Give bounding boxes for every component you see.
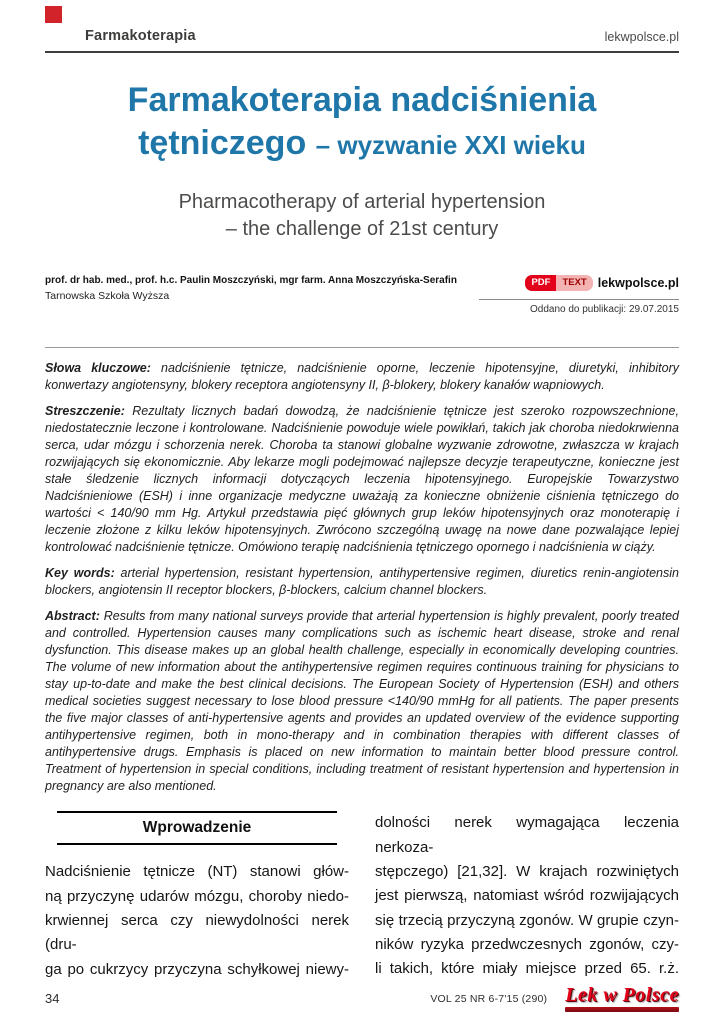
section-title: Farmakoterapia <box>85 28 196 44</box>
byline-right <box>479 275 679 314</box>
two-column-body <box>45 811 679 981</box>
header-row <box>45 28 679 53</box>
article-title <box>0 79 724 165</box>
article-title-line2-sub: – wyzwanie XXI wieku <box>315 130 586 161</box>
submission-date: Oddano do publikacji: 29.07.2015 <box>479 299 679 315</box>
issue-info: VOL 25 NR 6-7'15 (290) <box>430 992 548 1005</box>
keywords-en-label: Key words: <box>45 566 115 581</box>
article-subtitle-line1: Pharmacotherapy of arterial hypertension <box>178 191 546 214</box>
text-line: dolności nerek wymagająca leczenia nerkoza- <box>375 814 679 856</box>
logo-text: Lek w Polsce <box>565 984 679 1006</box>
page-header <box>0 0 724 53</box>
text-line: ników ryzyka przedwczesnych zgonów, czy- <box>375 935 679 953</box>
byline-site-link[interactable]: lekwpolsce.pl <box>597 276 679 291</box>
logo-strip <box>565 1007 679 1012</box>
abstract-en <box>45 608 679 795</box>
article-subtitle-line2: – the challenge of 21st century <box>225 218 499 241</box>
summary-pl <box>45 403 679 556</box>
keywords-pl-label: Słowa kluczowe: <box>45 361 151 376</box>
text-line: jest pierwszą, natomiast wśród rozwijających <box>375 887 679 905</box>
text-line: ną przyczynę udarów mózgu, choroby niedo- <box>45 887 349 905</box>
affiliation: Tarnowska Szkoła Wyższa <box>45 290 170 303</box>
text-line: li takich, które miały miejsce przed 65. r.ż. <box>375 960 679 978</box>
keywords-pl <box>45 360 679 394</box>
authors: prof. dr hab. med., prof. h.c. Paulin Moszczyński, mgr farm. Anna Moszczyńska-Serafin <box>45 275 457 287</box>
pdf-badge[interactable]: PDF <box>525 275 556 290</box>
abstract-en-label: Abstract: <box>45 609 100 624</box>
article-title-line2 <box>0 122 724 165</box>
byline <box>45 275 679 331</box>
text-line: Nadciśnienie tętnicze (NT) stanowi głów- <box>45 863 349 881</box>
right-column <box>375 811 679 981</box>
footer-right <box>430 985 679 1012</box>
article-title-line1: Farmakoterapia nadciśnienia <box>127 81 597 119</box>
summary-pl-text: Rezultaty licznych badań dowodzą, że nadciśnienie tętnicze jest szeroko rozpowszechnione, niedostatecznie leczone i kontrolowane. Nadciśnienie powoduje wiele powikłań, takich jak choroba niedokrwienna serca, udar mózgu i schorzenia nerek. Choroba ta stanowi globalne wyzwanie zdrowotne, zwłaszcza w krajach rozwijających się ekonomicznie. Aby lekarze mogli podejmować najlepsze decyzje terapeutyczne, konieczne jest stałe śledzenie licznych informacji dotyczących leczenia hipotensyjnego. Europejskie Towarzystwo Nadciśnieniowe (ESH) i inne organizacje medyczne uważają za konieczne obniżenie ciśnienia tętniczego do wartości < 140/90 mm Hg. Artykuł przedstawia pięć głównych grup leków hipotensyjnych oraz monoterapię i leczenie złożone z kilku leków hipotensyjnych. Zwrócono szczególną uwagę na nowe dane pozwalające lepiej kontrolować nadciśnienie tętnicze. Omówiono terapię nadciśnienia tętniczego opornego i nadciśnienia w ciąży. <box>45 404 679 555</box>
text-line: się trzecią przyczyną zgonów. W grupie czyn- <box>375 911 679 929</box>
abstract-divider <box>45 347 679 348</box>
text-line: ga po cukrzycy przyczyna schyłkowej niewy- <box>45 960 349 978</box>
left-column <box>45 811 349 981</box>
keywords-en <box>45 565 679 599</box>
text-line: stępczego) [21,32]. W krajach rozwiniętych <box>375 862 679 880</box>
header-site-link[interactable]: lekwpolsce.pl <box>604 30 679 44</box>
intro-paragraph-right <box>375 811 679 981</box>
article-subtitle <box>0 189 724 243</box>
intro-paragraph-left <box>45 860 349 981</box>
abstract-en-text: Results from many national surveys provide that arterial hypertension is highly prevalent, poorly treated and controlled. Hypertension causes many complications such as ischemic heart disease, stroke and renal dysfunction. This disease makes up an global health challenge, especially in economically developing countries. The volume of new information about the antihypertensive regimen requires continuous training for physicians to stay up-to-date and make the best clinical decisions. The European Society of Hypertension (ESH) and others medical societies suggest necessary to lose blood pressure <140/90 mmHg for all patients. The paper presents the five major classes of anti-hypertensive agents and provides an updated overview of the evidence supporting antihypertensive regimen, both in mono-therapy and in combination therapies with different classes of antihypertensive drugs. Emphasis is placed on new information to maintain better blood pressure control. Treatment of hypertension in special conditions, including treatment of resistant hypertension and hypertension in pregnancy are also mentioned. <box>45 609 679 794</box>
text-badge[interactable]: TEXT <box>556 275 592 290</box>
lek-w-polsce-logo <box>565 985 679 1012</box>
summary-pl-label: Streszczenie: <box>45 404 125 419</box>
page-footer <box>45 985 679 1012</box>
article-title-line2-main: tętniczego <box>138 124 307 163</box>
keywords-en-text: arterial hypertension, resistant hypertension, antihypertensive regimen, diuretics renin-angiotensin blockers, angiotensin II receptor blockers, β-blockers, calcium channel blockers. <box>45 566 679 598</box>
text-line: krwiennej serca czy niewydolności nerek (dru- <box>45 911 349 954</box>
keywords-pl-text: nadciśnienie tętnicze, nadciśnienie oporne, leczenie hipotensyjne, diuretyki, inhibitory konwertazy angiotensyny, blokery receptora angiotensyny II, β-blokery, blokery kanałów wapniowych. <box>45 361 679 393</box>
brand-red-square <box>45 6 62 23</box>
format-badges <box>479 275 679 290</box>
abstract-block <box>45 360 679 795</box>
section-heading-wprowadzenie: Wprowadzenie <box>57 811 337 845</box>
page-number: 34 <box>45 991 60 1006</box>
